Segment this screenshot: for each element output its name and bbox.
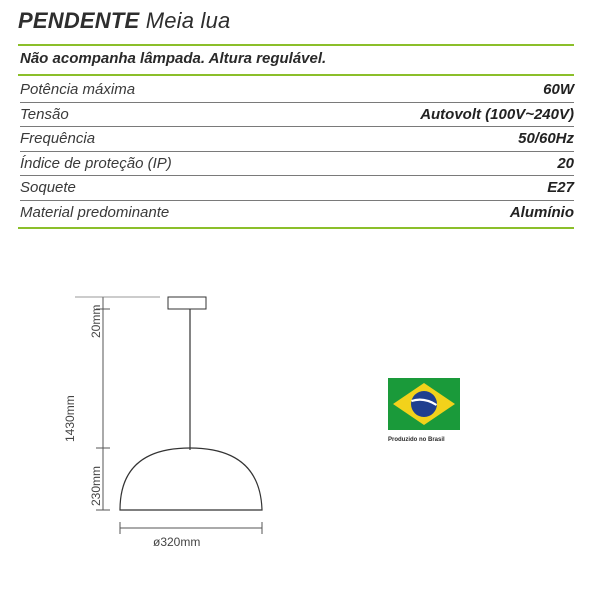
spec-value: 20 bbox=[557, 154, 574, 172]
shade-dome bbox=[120, 448, 262, 510]
page-title bbox=[18, 8, 230, 34]
spec-value: Autovolt (100V~240V) bbox=[420, 105, 574, 123]
spec-row-ip bbox=[20, 152, 574, 177]
dim-shade-label: 230mm bbox=[89, 465, 103, 506]
spec-row-voltage bbox=[20, 103, 574, 128]
spec-row-power bbox=[20, 78, 574, 103]
dim-canopy-label: 20mm bbox=[89, 304, 103, 338]
spec-label: Tensão bbox=[20, 105, 69, 123]
spec-row-material bbox=[20, 201, 574, 225]
spec-value: 50/60Hz bbox=[518, 130, 574, 148]
spec-label: Material predominante bbox=[20, 203, 170, 221]
spec-row-frequency bbox=[20, 127, 574, 152]
spec-label: Índice de proteção (IP) bbox=[20, 154, 172, 172]
spec-value: Alumínio bbox=[509, 203, 574, 221]
title-rest: Meia lua bbox=[139, 8, 231, 33]
subtitle-divider bbox=[18, 74, 574, 76]
table-bottom-divider bbox=[18, 227, 574, 229]
spec-table bbox=[20, 78, 574, 225]
pendant-dimension-drawing bbox=[0, 280, 340, 560]
spec-label: Potência máxima bbox=[20, 81, 136, 98]
origin-caption: Produzido no Brasil bbox=[388, 437, 445, 443]
title-divider bbox=[18, 44, 574, 46]
spec-label: Frequência bbox=[20, 130, 96, 148]
canopy-shape bbox=[168, 297, 206, 309]
dim-diameter-label: ø320mm bbox=[153, 535, 201, 549]
dim-total-label: 1430mm bbox=[63, 395, 77, 442]
spec-label: Soquete bbox=[20, 179, 76, 197]
origin-badge bbox=[388, 378, 476, 443]
title-bold: PENDENTE bbox=[18, 8, 140, 33]
spec-value: E27 bbox=[547, 179, 574, 197]
spec-value: 60W bbox=[543, 81, 574, 98]
brazil-flag-icon bbox=[388, 378, 460, 430]
spec-row-socket bbox=[20, 176, 574, 201]
product-subtitle: Não acompanha lâmpada. Altura regulável. bbox=[20, 50, 327, 67]
